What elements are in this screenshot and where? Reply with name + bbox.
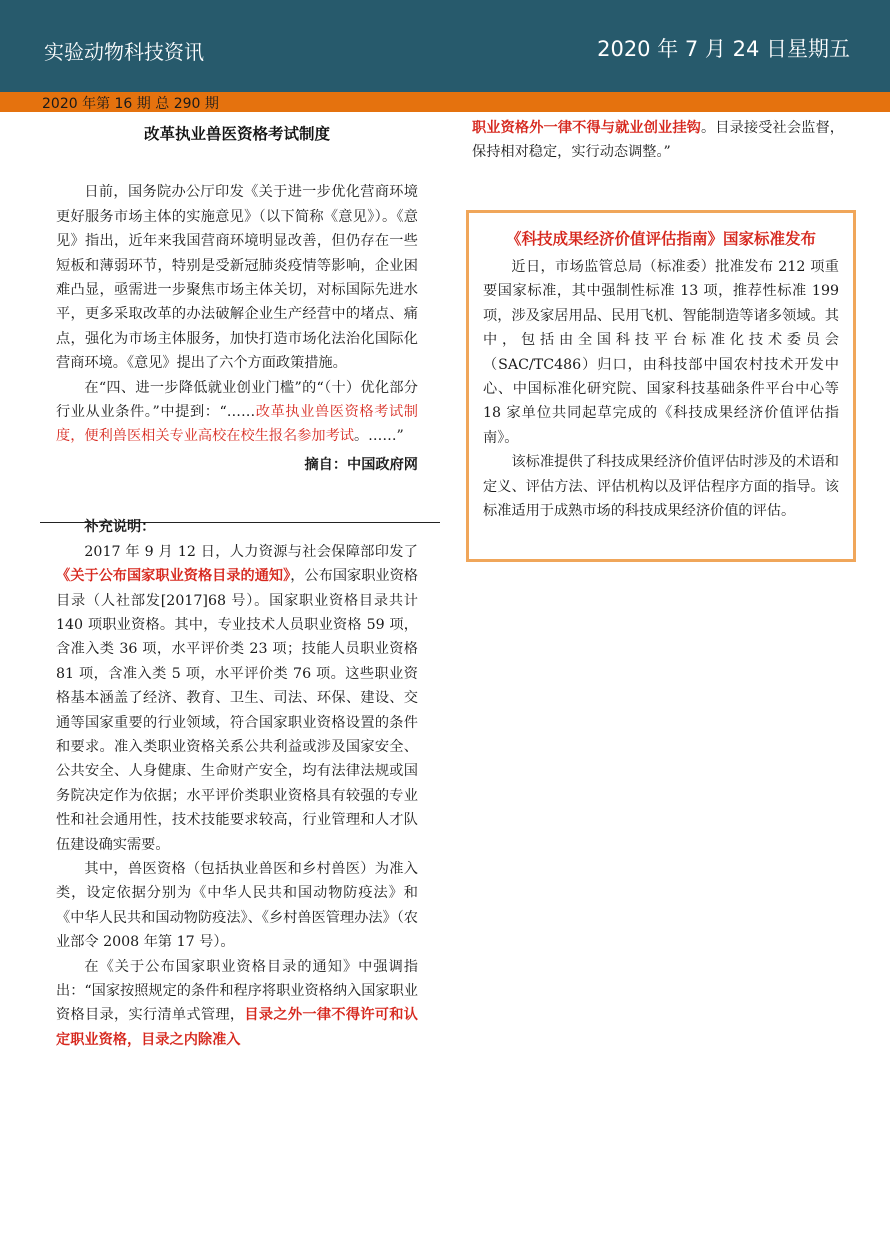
section-divider (40, 522, 440, 523)
right-column (472, 116, 844, 165)
paragraph-text: 。目录接受社会监督，保持相对稳定，实行动态调整。” (472, 120, 844, 161)
header-bar (0, 0, 890, 92)
supplement-paragraph (56, 955, 418, 1053)
continued-paragraph (472, 116, 844, 165)
paragraph-text: ，公布国家职业资格目录（人社部发[2017]68 号）。国家职业资格目录共计 140 项职业资格。其中，专业技术人员职业资格 59 项，含准入类 36 项，水平评价类 23 项；技能人员职业资格 81 项，含准入类 5 项，水平评价类 76 项。这些职业资格基本涵盖了经济、教育、卫生、司法、环保、建设、交通等国家重要的行业领域，符合国家职业资格设置的条件和要求。准入类职业资格关系公共利益或涉及国家安全、公共安全、人身健康、生命财产安全，均有法律法规或国务院决定作为依据；水平评价类职业资格具有较强的专业性和社会通用性，技术技能要求较高，行业管理和人才队伍建设确实需要。 (56, 568, 418, 853)
supplement-paragraph (56, 540, 418, 857)
article-source: 摘自：中国政府网 (304, 456, 418, 473)
article-title: 改革执业兽医资格考试制度 (143, 125, 330, 143)
highlighted-text: 目录之外一律不得许可和认定职业资格，目录之内除准入 (56, 1007, 418, 1048)
highlighted-text: 《关于公布国家职业资格目录的通知》 (56, 568, 291, 585)
issue-date: 2020 年 7 月 24 日星期五 (597, 37, 850, 61)
paragraph-text: 在《关于公布国家职业资格目录的通知》中强调指出：“国家按照规定的条件和程序将职业资格纳入国家职业资格目录，实行清单式管理， (56, 958, 418, 1024)
article-paragraph: 日前，国务院办公厅印发《关于进一步优化营商环境更好服务市场主体的实施意见》（以下简称《意见》）。《意见》指出，近年来我国营商环境明显改善，但仍存在一些短板和薄弱环节，特别是受新冠肺炎疫情等影响，企业困难凸显，亟需进一步聚焦市场主体关切，对标国际先进水平，更多采取改革的办法破解企业生产经营中的堵点、痛点，强化为市场主体服务，加快打造市场化法治化国际化营商环境。《意见》提出了六个方面政策措施。 (56, 184, 418, 372)
box-paragraph: 近日，市场监管总局（标准委）批准发布 212 项重要国家标准，其中强制性标准 13 项，推荐性标准 199 项，涉及家居用品、民用飞机、智能制造等诸多领域。其中，包括由全国科技平台标准化技术委员会（SAC/TC486）归口，由科技部中国农村技术开发中心、中国标准化研究院、国家科技基础条件平台中心等 18 家单位共同起草完成的《科技成果经济价值评估指南》。 (483, 259, 839, 446)
paragraph-text: 2017 年 9 月 12 日，人力资源与社会保障部印发了 (84, 543, 418, 560)
highlighted-text: 职业资格外一律不得与就业创业挂钩 (472, 120, 701, 136)
box-title: 《科技成果经济价值评估指南》国家标准发布 (505, 230, 816, 248)
publication-title: 实验动物科技资讯 (44, 40, 204, 64)
box-paragraph: 该标准提供了科技成果经济价值评估时涉及的术语和定义、评估方法、评估机构以及评估程序方面的指导。该标准适用于成熟市场的科技成果经济价值的评估。 (483, 454, 839, 520)
supplement-heading: 补充说明： (84, 519, 156, 536)
highlighted-text: 改革执业兽医资格考试制度，便利兽医相关专业高校在校生报名参加考试 (56, 404, 418, 445)
box-body (483, 255, 839, 523)
paragraph-text: 。……” (353, 428, 404, 445)
supplement-paragraph: 其中，兽医资格（包括执业兽医和乡村兽医）为准入类，设定依据分别为《中华人民共和国动物防疫法》和《中华人民共和国动物防疫法》、《乡村兽医管理办法》（农业部令 2008 年第 17 号）。 (56, 860, 418, 951)
left-column (56, 116, 418, 1052)
issue-number: 2020 年第 16 期 总 290 期 (42, 96, 219, 112)
article-paragraph (56, 376, 418, 449)
news-box (466, 210, 856, 562)
paragraph-text: 在“四、进一步降低就业创业门槛”的“（十）优化部分行业从业条件。”中提到：“…… (56, 379, 418, 421)
issue-bar (0, 92, 890, 112)
